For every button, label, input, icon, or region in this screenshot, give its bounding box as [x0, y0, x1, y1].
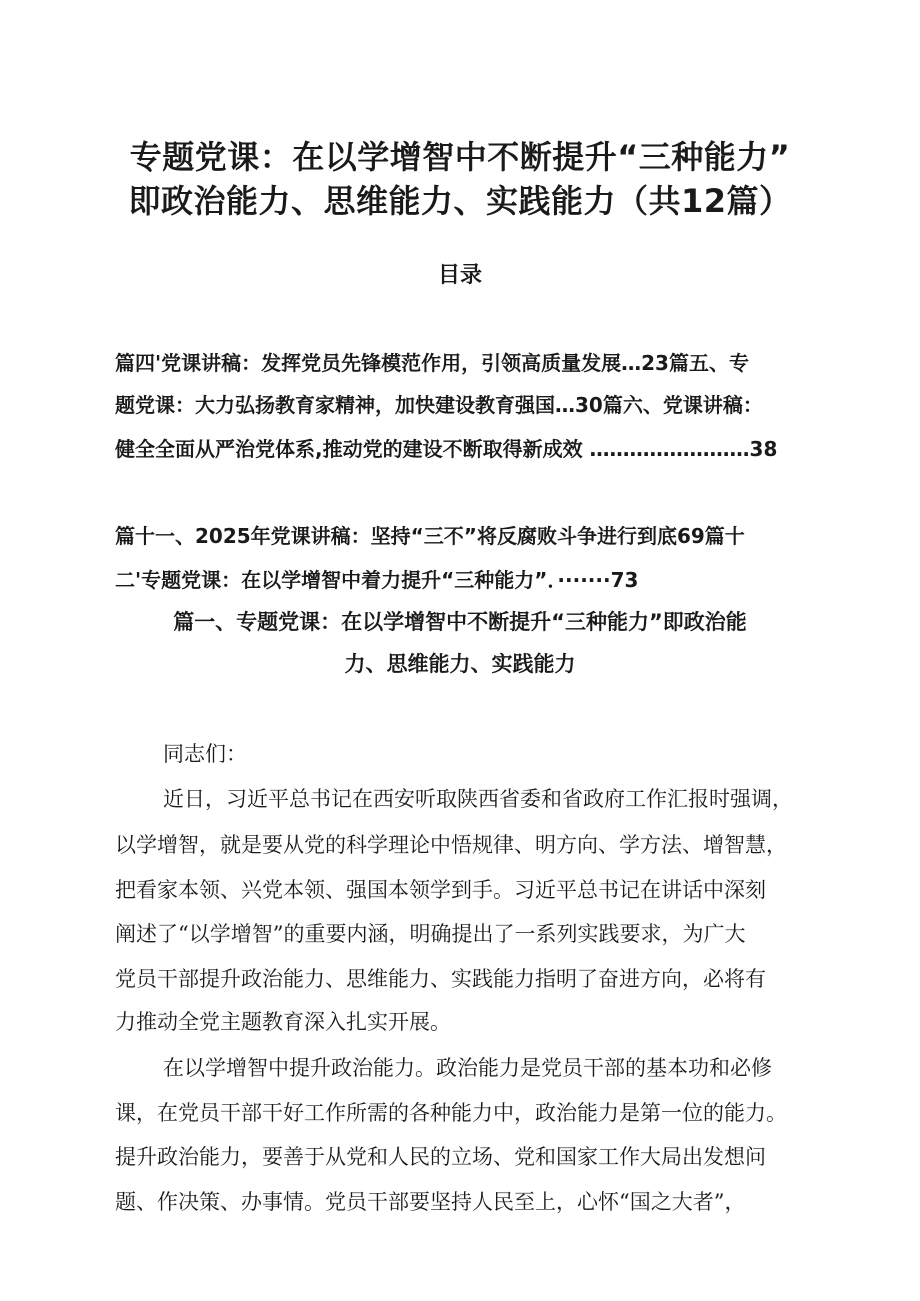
- document-title-line-1: 专题党课：在以学增智中不断提升“三种能力”: [129, 138, 791, 176]
- body-line: 党员干部提升政治能力、思维能力、实践能力指明了奋进方向，必将有: [115, 967, 766, 991]
- document-title-line-2: 即政治能力、思维能力、实践能力（共12篇）: [128, 182, 792, 220]
- toc-line: 健全全面从严治党体系,推动党的建设不断取得新成效 ……………………38: [115, 437, 778, 461]
- body-line: 在以学增智中提升政治能力。政治能力是党员干部的基本功和必修: [163, 1056, 772, 1080]
- salutation: 同志们：: [163, 742, 247, 766]
- body-line: 阐述了“以学增智”的重要内涵，明确提出了一系列实践要求，为广大: [115, 922, 746, 946]
- body-line: 题、作决策、办事情。党员干部要坚持人民至上，心怀“国之大者”，: [115, 1190, 746, 1214]
- body-line: 课，在党员干部干好工作所需的各种能力中，政治能力是第一位的能力。: [115, 1101, 787, 1125]
- section-title-line-2: 力、思维能力、实践能力: [344, 652, 576, 676]
- toc-line: 篇四'党课讲稿：发挥党员先锋模范作用，引领高质量发展…23篇五、专: [115, 351, 749, 375]
- toc-line: 题党课：大力弘扬教育家精神，加快建设教育强国…30篇六、党课讲稿：: [115, 393, 763, 417]
- toc-line: 篇十一、2025年党课讲稿：坚持“三不”将反腐败斗争进行到底69篇十: [115, 524, 745, 548]
- body-line: 近日，习近平总书记在西安听取陕西省委和省政府工作汇报时强调，: [163, 787, 793, 811]
- body-line: 把看家本领、兴党本领、强国本领学到手。习近平总书记在讲话中深刻: [115, 878, 766, 902]
- body-line: 力推动全党主题教育深入扎实开展。: [115, 1010, 451, 1034]
- section-title-line-1: 篇一、专题党课：在以学增智中不断提升“三种能力”即政治能: [173, 610, 747, 634]
- toc-heading: 目录: [437, 263, 482, 288]
- body-line: 提升政治能力，要善于从党和人民的立场、党和国家工作大局出发想问: [115, 1145, 766, 1169]
- toc-line: 二'专题党课：在以学增智中着力提升“三种能力”．·······73: [115, 568, 639, 592]
- body-line: 以学增智，就是要从党的科学理论中悟规律、明方向、学方法、增智慧，: [115, 833, 787, 857]
